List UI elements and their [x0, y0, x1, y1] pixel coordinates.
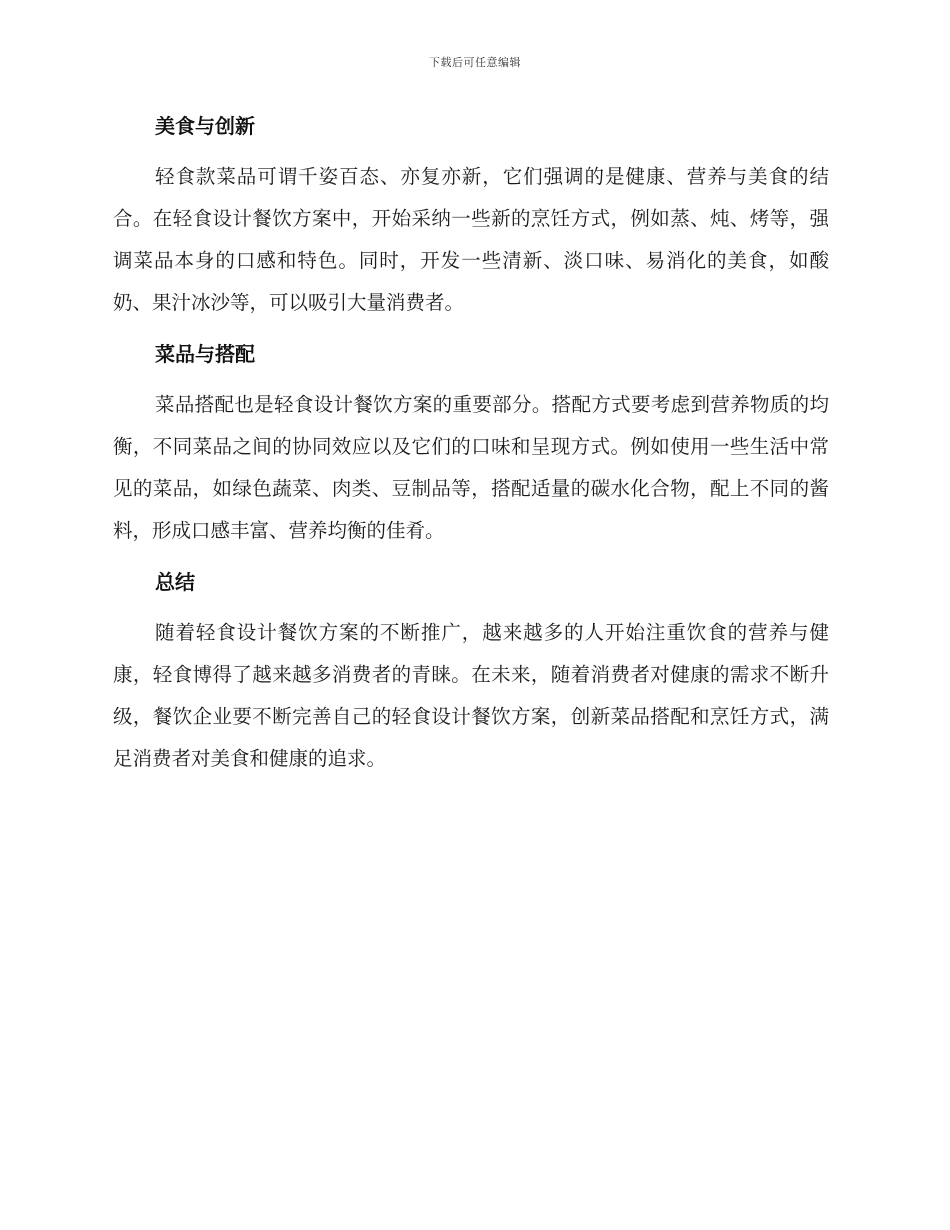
- section-paragraph: 菜品搭配也是轻食设计餐饮方案的重要部分。搭配方式要考虑到营养物质的均衡，不同菜品之间的协同效应以及它们的口味和呈现方式。例如使用一些生活中常见的菜品，如绿色蔬菜、肉类、豆制品等，搭配适量的碳水化合物，配上不同的酱料，形成口感丰富、营养均衡的佳肴。: [113, 393, 829, 542]
- section-paragraph: 轻食款菜品可谓千姿百态、亦复亦新，它们强调的是健康、营养与美食的结合。在轻食设计餐饮方案中，开始采纳一些新的烹饪方式，例如蒸、炖、烤等，强调菜品本身的口感和特色。同时，开发一些清新、淡口味、易消化的美食，如酸奶、果汁冰沙等，可以吸引大量消费者。: [113, 165, 829, 314]
- section-summary: [113, 566, 829, 780]
- header-note: 下载后可任意编辑: [429, 56, 521, 69]
- section-dishes-pairing: [113, 338, 829, 552]
- section-food-innovation: [113, 110, 829, 324]
- document-body: [113, 110, 829, 780]
- section-heading: 美食与创新: [155, 114, 255, 138]
- section-heading: 菜品与搭配: [155, 342, 255, 366]
- section-paragraph: 随着轻食设计餐饮方案的不断推广，越来越多的人开始注重饮食的营养与健康，轻食博得了越来越多消费者的青睐。在未来，随着消费者对健康的需求不断升级，餐饮企业要不断完善自己的轻食设计餐饮方案，创新菜品搭配和烹饪方式，满足消费者对美食和健康的追求。: [113, 621, 829, 770]
- section-heading: 总结: [155, 570, 195, 594]
